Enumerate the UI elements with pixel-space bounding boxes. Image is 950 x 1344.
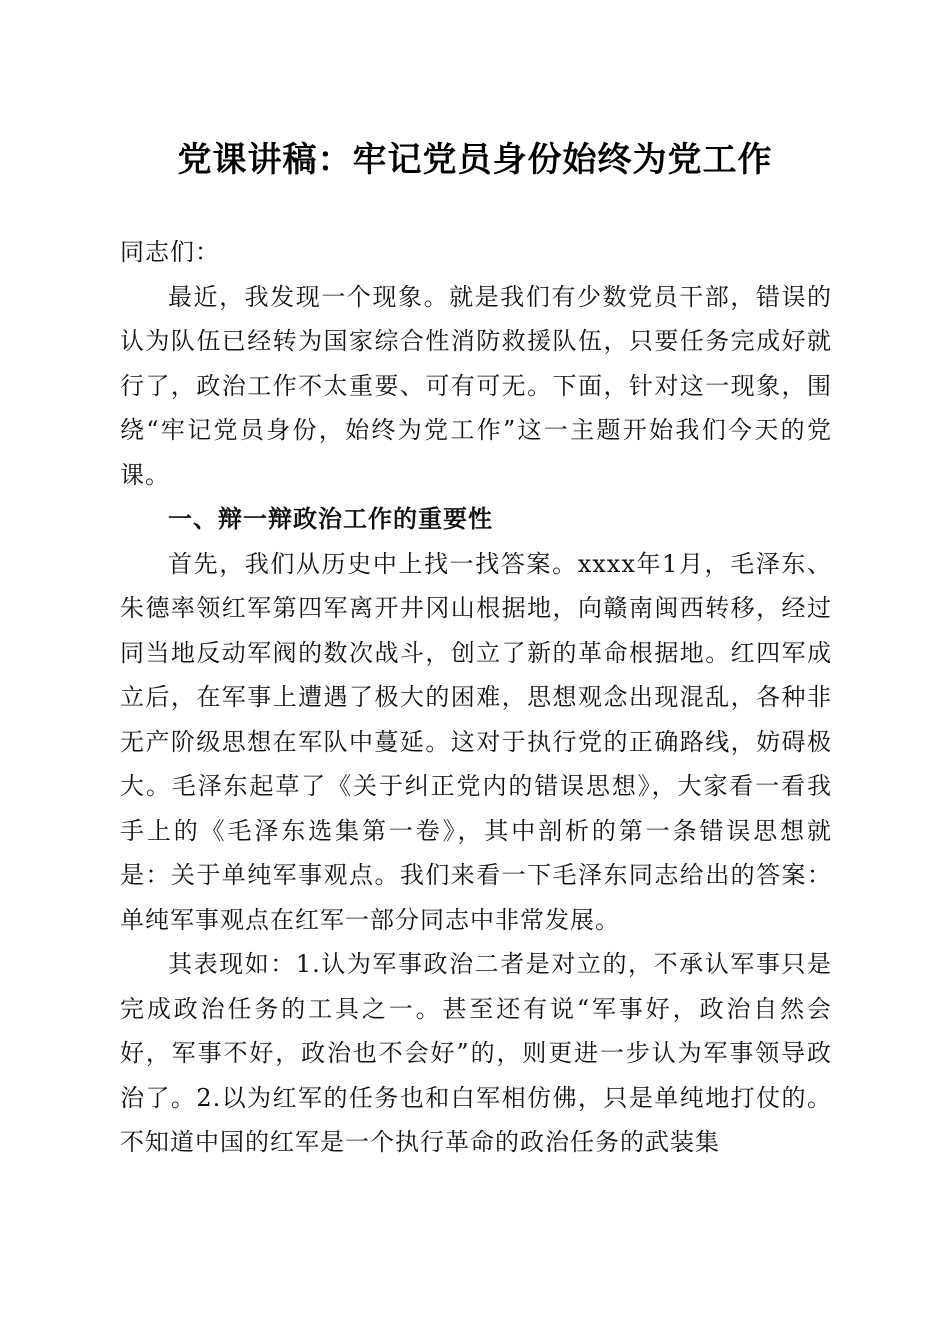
document-title: 党课讲稿：牢记党员身份始终为党工作: [177, 140, 773, 180]
intro-paragraph: 最近，我发现一个现象。就是我们有少数党员干部，错误的认为队伍已经转为国家综合性消防救援队伍，只要任务完成好就行了，政治工作不太重要、可有可无。下面，针对这一现象，围绕“牢记党员身份，始终为党工作”这一主题开始我们今天的党课。: [120, 282, 832, 489]
salutation: 同志们：: [120, 238, 220, 266]
history-paragraph: 首先，我们从历史中上找一找答案。xxxx年1月，毛泽东、朱德率领红军第四军离开井冈山根据地，向赣南闽西转移，经过同当地反动军阀的数次战斗，创立了新的革命根据地。红四军成立后，在军事上遭遇了极大的困难，思想观念出现混乱，各种非无产阶级思想在军队中蔓延。这对于执行党的正确路线，妨碍极大。毛泽东起草了《关于纠正党内的错误思想》，大家看一看我手上的《毛泽东选集第一卷》，其中剖析的第一条错误思想就是：关于单纯军事观点。我们来看一下毛泽东同志给出的答案：单纯军事观点在红军一部分同志中非常发展。: [120, 549, 832, 934]
manifestation-paragraph: 其表现如：1.认为军事政治二者是对立的，不承认军事只是完成政治任务的工具之一。甚至还有说“军事好，政治自然会好，军事不好，政治也不会好”的，则更进一步认为军事领导政治了。2.以为红军的任务也和白军相仿佛，只是单纯地打仗的。不知道中国的红军是一个执行革命的政治任务的武装集: [120, 950, 832, 1156]
document-body: [120, 230, 832, 1165]
section-heading: 一、辩一辩政治工作的重要性: [168, 505, 493, 533]
